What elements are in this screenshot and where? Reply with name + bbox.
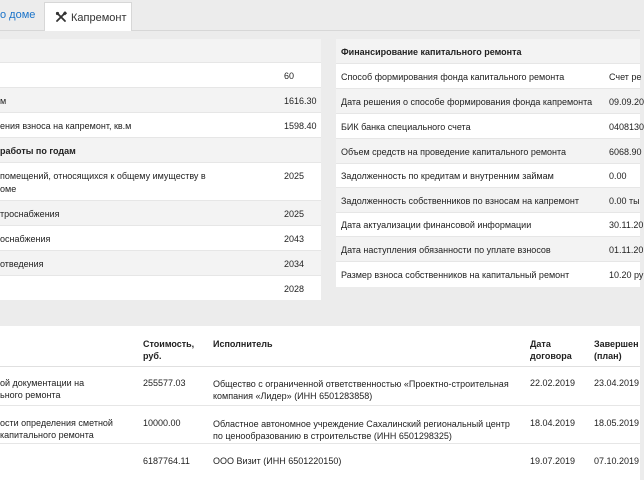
table-header (0, 326, 640, 367)
work-label: троснабжения (0, 209, 60, 219)
financing-label: БИК банка специального счета (341, 122, 471, 132)
header-cost: Стоимость, руб. (143, 339, 195, 361)
tab-kapremont[interactable] (44, 2, 132, 31)
financing-row (336, 188, 640, 213)
info-value: 60 (284, 71, 295, 81)
financing-row (336, 64, 640, 89)
work-year: 2028 (284, 284, 305, 294)
financing-row (336, 237, 644, 262)
financing-label: Способ формирования фонда капитального ремонта (341, 72, 565, 82)
contracts-table (0, 326, 640, 480)
financing-value: 0.00 ты (609, 196, 640, 206)
financing-header (336, 39, 640, 64)
financing-row (336, 114, 644, 139)
financing-row (336, 164, 640, 188)
financing-label: Дата наступления обязанности по уплате взносов (341, 245, 551, 255)
tab-kapremont-label: Капремонт (71, 12, 127, 24)
financing-value: 6068.90 (609, 147, 642, 157)
contract-end-date: 07.10.2019 (594, 456, 640, 466)
contractor-name: ООО Визит (ИНН 6501220150) (213, 456, 342, 466)
tools-icon (55, 11, 67, 23)
financing-value: 01.11.20 (609, 245, 644, 255)
work-label: помещений, относящихся к общему имуществу в (0, 171, 206, 181)
financing-panel (336, 39, 644, 287)
header-contractor: Исполнитель (213, 339, 273, 349)
info-value: 1616.30 (284, 96, 317, 106)
works-section-header (0, 138, 321, 163)
table-row (0, 444, 640, 470)
financing-row (336, 262, 644, 287)
tab-bar (0, 0, 640, 31)
work-name: ой документации на (0, 378, 85, 388)
header-date: Дата договора (530, 339, 572, 361)
table-row (0, 371, 640, 406)
work-year: 2043 (284, 234, 305, 244)
contractor-name: Общество с ограниченной ответственностью «Проектно-строительная компания «Лидер» (ИНН 6501283858) (213, 379, 509, 401)
contract-end-date: 18.05.2019 (594, 418, 640, 428)
financing-value: Счет ре (609, 72, 642, 82)
financing-value: 30.11.20 (609, 220, 644, 230)
financing-label: Задолженность по кредитам и внутренним займам (341, 171, 554, 181)
financing-value: 0408130 (609, 122, 644, 132)
work-row (0, 251, 321, 276)
contract-cost: 10000.00 (143, 418, 181, 428)
financing-value: 09.09.20 (609, 97, 644, 107)
contract-date: 19.07.2019 (530, 456, 576, 466)
financing-label: Дата решения о способе формирования фонда капремонта (341, 97, 593, 107)
work-row (0, 226, 321, 251)
contract-end-date: 23.04.2019 (594, 378, 640, 388)
financing-label: Задолженность собственников по взносам на капремонт (341, 196, 579, 206)
works-section-title: работы по годам (0, 146, 76, 156)
info-row (0, 63, 321, 88)
contract-date: 22.02.2019 (530, 378, 576, 388)
financing-label: Дата актуализации финансовой информации (341, 220, 532, 230)
info-label: ения взноса на капремонт, кв.м (0, 121, 132, 131)
header-end: Завершен (план) (594, 339, 639, 361)
table-row (0, 406, 640, 444)
info-value: 1598.40 (284, 121, 317, 131)
financing-value: 0.00 (609, 171, 627, 181)
contract-cost: 255577.03 (143, 378, 186, 388)
tab-about-house[interactable]: о доме (0, 9, 36, 21)
work-year: 2034 (284, 259, 305, 269)
info-label: м (0, 96, 7, 106)
info-row (0, 113, 321, 138)
work-year: 2025 (284, 171, 305, 181)
financing-row (336, 213, 644, 237)
work-row (0, 276, 321, 300)
financing-label: Объем средств на проведение капитального ремонта (341, 147, 567, 157)
work-label: оме (0, 184, 17, 194)
info-row (0, 88, 321, 113)
work-row (0, 201, 321, 226)
work-name: ости определения сметной (0, 418, 113, 428)
work-label: отведения (0, 259, 44, 269)
contract-date: 18.04.2019 (530, 418, 576, 428)
work-name: капитального ремонта (0, 430, 94, 440)
work-label: оснабжения (0, 234, 51, 244)
work-row (0, 163, 321, 201)
work-year: 2025 (284, 209, 305, 219)
work-name: ьного ремонта (0, 390, 61, 400)
financing-row (336, 139, 640, 164)
financing-title: Финансирование капитального ремонта (341, 47, 522, 57)
house-info-panel (0, 39, 321, 300)
financing-row (336, 89, 644, 114)
financing-label: Размер взноса собственников на капитальный ремонт (341, 270, 570, 280)
financing-value: 10.20 ру (609, 270, 644, 280)
contractor-name: Областное автономное учреждение Сахалинский региональный центр по ценообразованию в строительстве (ИНН 6501298325) (213, 419, 510, 441)
contract-cost: 6187764.11 (143, 456, 190, 466)
info-row (0, 39, 321, 63)
